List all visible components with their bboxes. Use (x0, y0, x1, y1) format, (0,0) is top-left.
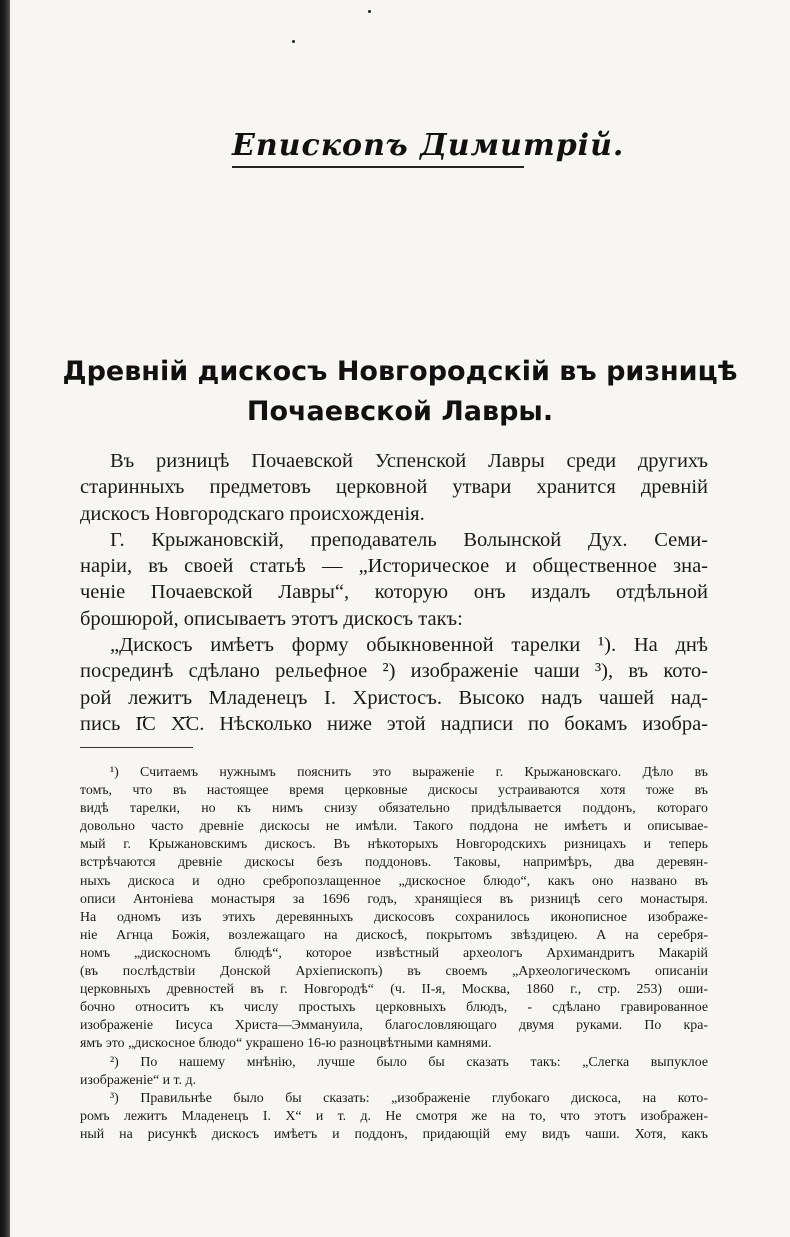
footnote-line: встрѣчаются древніе дискосы безъ поддоновъ. Таковы, напримѣръ, два деревян- (80, 855, 708, 871)
footnote-line: ямъ это „дискосное блюдо“ украшено 16-ю разноцвѣтными камнями. (80, 1036, 492, 1052)
body-text (80, 448, 708, 737)
body-line: старинныхъ предметовъ церковной утвари хранится древній (80, 476, 708, 499)
body-line: посрединѣ сдѣлано рельефное ²) изображеніе чаши ³), въ кото- (80, 660, 708, 683)
footnote-line: ³) Правильнѣе было бы сказать: „изображеніе глубокаго дискоса, на кото- (110, 1090, 708, 1106)
footnote-line: бочно относитъ къ числу простыхъ церковныхъ блюдъ, - сдѣлано гравированное (80, 1000, 708, 1016)
print-speck (292, 40, 295, 43)
article-title-line: Древній дискосъ Новгородскій въ ризницѣ (62, 356, 738, 387)
footnote-line: номъ „дискосномъ блюдѣ“, которое извѣстный археологъ Архимандритъ Макарій (80, 945, 708, 961)
footnote-line: довольно часто древніе дискосы не имѣли. Такого поддона не имѣетъ и описывае- (80, 819, 708, 835)
footnote-line: видѣ тарелки, но къ нимъ снизу обязательно придѣлывается поддонъ, котораго (80, 801, 708, 817)
footnote-line: ромъ лежитъ Младенецъ І. Х“ и т. д. Не смотря же на то, что этотъ изображен- (80, 1108, 708, 1124)
footnote-line: ный на рисункѣ дискосъ имѣетъ и поддонъ, придающій ему видъ чаши. Хотя, какъ (80, 1126, 708, 1142)
footnote-line: (въ послѣдствіи Донской Архіепископъ) въ своемъ „Археологическомъ описаніи (80, 964, 708, 980)
book-binding-edge (0, 0, 10, 1237)
body-line: брошюрой, описываетъ этотъ дискосъ такъ: (80, 607, 463, 630)
body-line: „Дискосъ имѣетъ форму обыкновенной тарелки ¹). На днѣ (110, 634, 708, 657)
body-line: пись І҃С Х҃С. Нѣсколько ниже этой надписи по бокамъ изобра- (80, 712, 708, 735)
body-line: дискосъ Новгородскаго происхожденія. (80, 502, 425, 525)
footnote-line: ¹) Считаемъ нужнымъ пояснить это выраженіе г. Крыжановскаго. Дѣло въ (110, 765, 708, 780)
footnotes (80, 764, 708, 1144)
body-line: наріи, въ своей статьѣ — „Историческое и общественное зна- (80, 555, 708, 578)
footnote-line: томъ, что въ настоящее время церковные дискосы устраиваются хотя тоже въ (80, 783, 708, 799)
footnote-separator (80, 747, 193, 748)
author-name: Епископъ Димитрій. (232, 128, 625, 163)
footnote-line: описи Антоніева монастыря за 1696 годъ, хранящіеся въ ризницѣ сего монастыря. (80, 891, 708, 907)
article-title-line: Почаевской Лавры. (246, 396, 554, 427)
body-line: Г. Крыжановскій, преподаватель Волынской Дух. Семи- (110, 528, 708, 551)
footnote-line: изображеніе Іисуса Христа—Эммануила, благословляющаго двумя руками. По кра- (80, 1018, 708, 1034)
footnote-line: На одномъ изъ этихъ деревянныхъ дискосовъ сохранилось иконописное изображе- (80, 909, 708, 925)
body-line: ченіе Почаевской Лавры“, которую онъ издалъ отдѣльной (80, 581, 708, 604)
body-line: рой лежитъ Младенецъ І. Христосъ. Высоко надъ чашей над- (80, 686, 708, 709)
footnote-line: ныхъ дискоса и одно сребропозлащенное „дискосное блюдо“, какъ оно названо въ (80, 873, 708, 889)
footnote-line: церковныхъ древностей въ г. Новгородѣ“ (ч. II-я, Москва, 1860 г., стр. 253) оши- (80, 982, 708, 998)
print-speck (368, 10, 371, 13)
body-line: Въ ризницѣ Почаевской Успенской Лавры среди другихъ (110, 450, 708, 472)
author-underline (232, 166, 524, 168)
footnote-line: ніе Агнца Божія, возлежащаго на дискосѣ, покрытомъ звѣздицею. А на серебря- (80, 927, 708, 943)
footnote-line: ²) По нашему мнѣнію, лучше было бы сказать такъ: „Слегка выпуклое (110, 1054, 708, 1070)
footnote-line: мый г. Крыжановскимъ дискосъ. Въ нѣкоторыхъ Новгородскихъ ризницахъ и теперь (80, 837, 708, 853)
footnote-line: изображеніе“ и т. д. (80, 1072, 197, 1088)
article-title (60, 352, 740, 432)
